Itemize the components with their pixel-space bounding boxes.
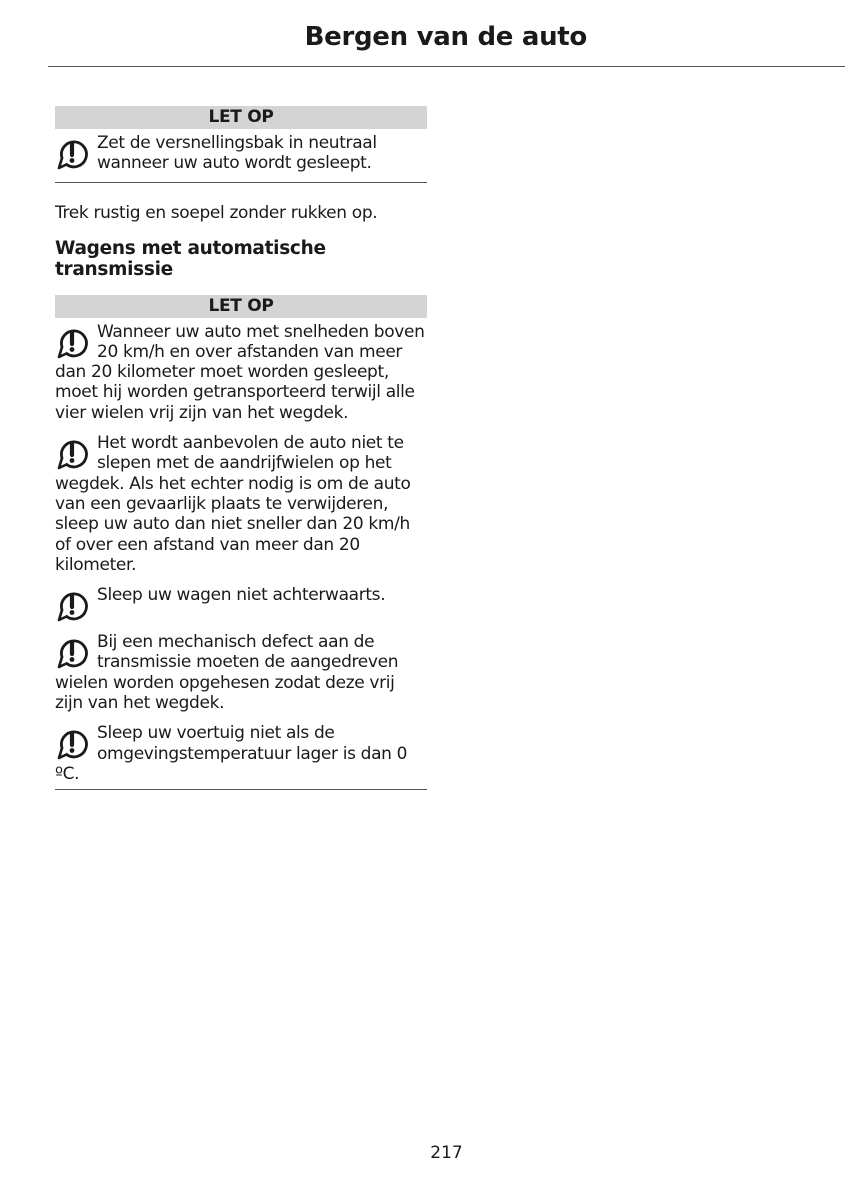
header-divider bbox=[48, 66, 845, 67]
page-title: Bergen van de auto bbox=[304, 22, 587, 52]
warning-item-text: Sleep uw wagen niet achterwaarts. bbox=[97, 585, 386, 606]
warning-exclamation-icon bbox=[55, 134, 89, 170]
warning-box-bottom-rule bbox=[55, 182, 427, 183]
warning-item-text: Het wordt aanbevolen de auto niet te slepen met de aandrijfwielen op het wegdek. Als het echter nodig is om de auto van een gevaarlijk plaats te verwijderen, sleep uw auto dan niet sneller dan 20 km/h of over een afstand van meer dan 20 kilometer. bbox=[55, 433, 411, 575]
warning-box-header: LET OP bbox=[55, 106, 427, 129]
warning-item bbox=[55, 133, 427, 182]
warning-box-bottom-rule bbox=[55, 789, 427, 790]
warning-item-text: Bij een mechanisch defect aan de transmissie moeten de aangedreven wielen worden opgehesen zodat deze vrij zijn van het wegdek. bbox=[55, 632, 399, 714]
page-number: 217 bbox=[430, 1143, 463, 1163]
warning-item-text: Wanneer uw auto met snelheden boven 20 km/h en over afstanden van meer dan 20 kilometer moet worden gesleept, moet hij worden getransporteerd terwijl alle vier wielen vrij zijn van het wegdek. bbox=[55, 321, 425, 423]
warning-item-text: Sleep uw voertuig niet als de omgevingstemperatuur lager is dan 0 ºC. bbox=[55, 723, 408, 784]
warning-exclamation-icon bbox=[55, 586, 89, 622]
warning-box-automatic bbox=[55, 295, 427, 791]
warning-item bbox=[55, 322, 427, 423]
warning-exclamation-icon bbox=[55, 724, 89, 760]
body-paragraph: Trek rustig en soepel zonder rukken op. bbox=[55, 202, 378, 223]
warning-box-neutral bbox=[55, 106, 427, 183]
warning-item-text: Zet de versnellingsbak in neutraal wanneer uw auto wordt gesleept. bbox=[97, 133, 377, 174]
content-column bbox=[55, 106, 427, 790]
warning-box-header: LET OP bbox=[55, 295, 427, 318]
warning-exclamation-icon bbox=[55, 323, 89, 359]
section-heading: Wagens met automatische transmissie bbox=[55, 237, 326, 280]
page-header bbox=[0, 0, 867, 70]
warning-exclamation-icon bbox=[55, 633, 89, 669]
warning-item bbox=[55, 585, 427, 622]
warning-item bbox=[55, 632, 427, 713]
warning-exclamation-icon bbox=[55, 434, 89, 470]
warning-item bbox=[55, 433, 427, 575]
warning-item bbox=[55, 723, 427, 789]
